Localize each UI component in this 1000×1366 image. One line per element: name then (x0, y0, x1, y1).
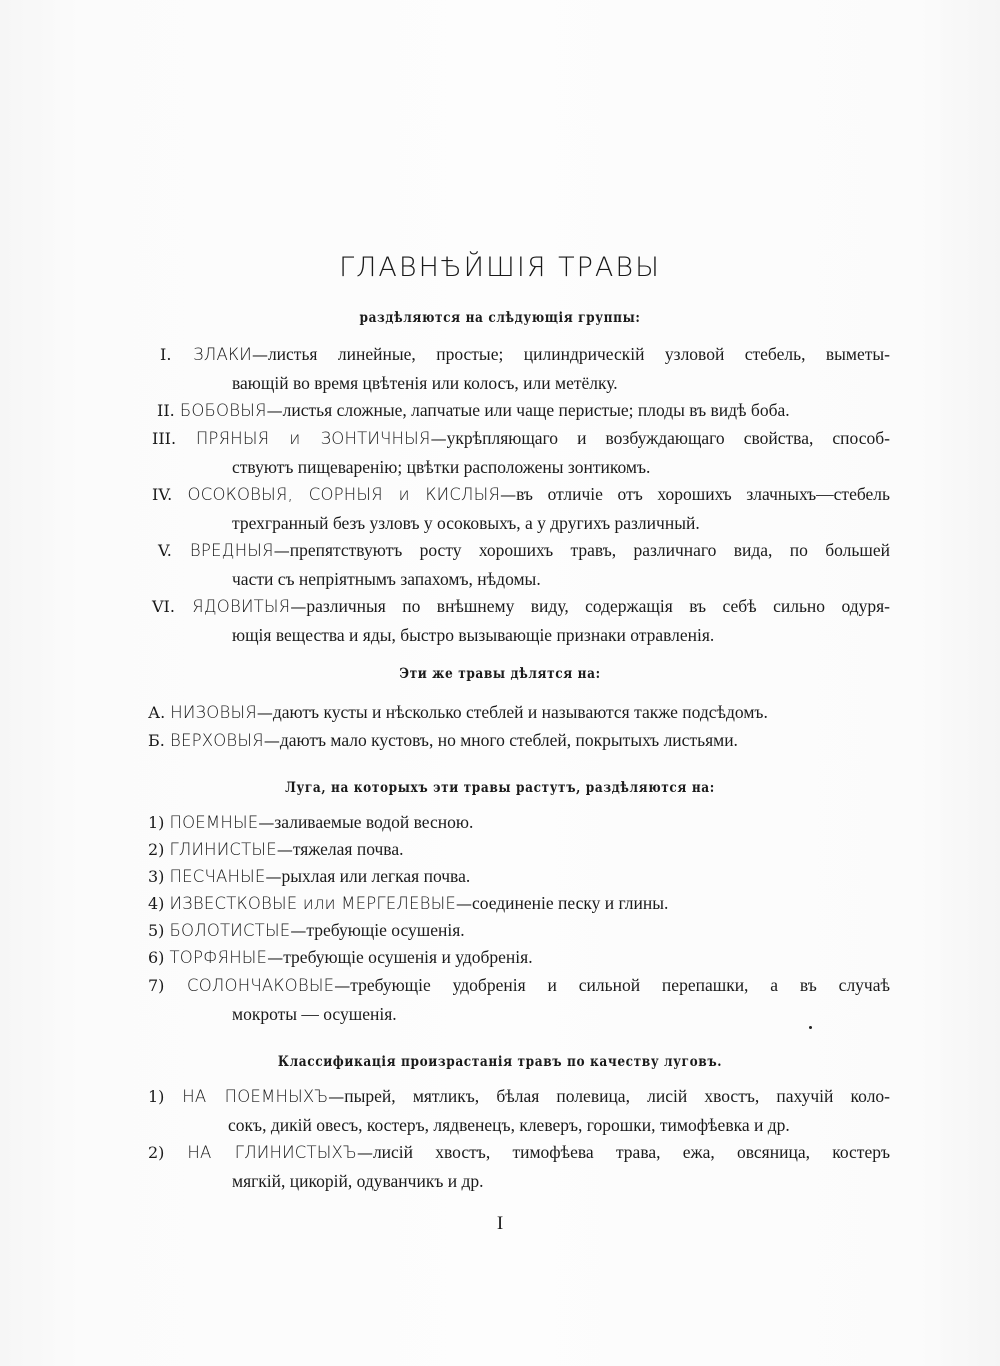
meadow-number: 7) (148, 976, 165, 995)
classification-description: лисій хвостъ, тимофѣева трава, ежа, овсяница, костеръ (372, 1142, 891, 1162)
group-term: БОБОВЫЯ (179, 401, 267, 420)
group-term: ОСОКОВЫЯ, СОРНЫЯ и КИСЛЫЯ (187, 485, 501, 504)
meadow-description-cont: мокроты — осушенія. (232, 1004, 397, 1024)
meadow-number: 4) (148, 894, 165, 913)
division-item: А. НИЗОВЫЯ—даютъ кусты и нѣсколько стеблей и называются также подсѣдомъ. (148, 698, 890, 727)
classification-number: 1) (148, 1087, 165, 1106)
group-number: III. (152, 429, 177, 448)
group-description: листья сложные, лапчатые или чаще перистые; плоды въ видѣ боба. (282, 400, 790, 420)
meadow-number: 6) (148, 948, 165, 967)
group-item: I. ЗЛАКИ—листья линейные, простые; цилиндрическій узловой стебель, выметы- вающій во время цвѣтенія или колосъ, или метёлку. (148, 340, 890, 397)
meadow-description: заливаемые водой весною. (274, 812, 474, 832)
classification-description-cont: мягкій, цикорій, одуванчикъ и др. (232, 1171, 484, 1191)
division-letter: Б. (148, 731, 165, 750)
group-item: II. БОБОВЫЯ—листья сложные, лапчатые или чаще перистые; плоды въ видѣ боба. (148, 396, 890, 425)
group-number: V. (158, 541, 172, 560)
meadow-term: ПЕСЧАНЫЕ (169, 867, 266, 886)
group-item: IV. ОСОКОВЫЯ, СОРНЫЯ и КИСЛЫЯ—въ отличіе отъ хорошихъ злачныхъ—стебель трехгранный безъ узловъ у осоковыхъ, а у другихъ различный. (148, 480, 890, 537)
meadow-item: 3) ПЕСЧАНЫЕ—рыхлая или легкая почва. (148, 862, 890, 891)
group-item: V. ВРЕДНЫЯ—препятствуютъ росту хорошихъ травъ, различнаго вида, по большей части съ непріятнымъ запахомъ, нѣдомы. (148, 536, 890, 593)
group-description-cont: ющія вещества и яды, быстро вызывающіе признаки отравленія. (232, 625, 715, 645)
meadow-item: 7) СОЛОНЧАКОВЫЕ—требующіе удобренія и сильной перепашки, а въ случаѣ мокроты — осушенія. (148, 971, 890, 1028)
meadow-term: ГЛИНИСТЫЕ (169, 840, 277, 859)
classification-description-cont: сокъ, дикій овесъ, костеръ, лядвенецъ, клеверъ, горошки, тимофѣевка и др. (228, 1115, 790, 1135)
meadow-number: 5) (148, 921, 165, 940)
group-item: VI. ЯДОВИТЫЯ—различныя по внѣшнему виду, содержащія въ себѣ сильно одуря- ющія вещества и яды, быстро вызывающіе признаки отравленія. (148, 592, 890, 649)
group-number: IV. (152, 485, 173, 504)
classification-description: пырей, мятликъ, бѣлая полевица, лисій хвостъ, пахучій коло- (344, 1086, 891, 1106)
groups-heading: раздѣляются на слѣдующія группы: (359, 310, 641, 326)
group-item: III. ПРЯНЫЯ и ЗОНТИЧНЫЯ—укрѣпляющаго и возбуждающаго свойства, способ- ствуютъ пищеваренію; цвѣтки расположены зонтикомъ. (148, 424, 890, 481)
group-term: ПРЯНЫЯ и ЗОНТИЧНЫЯ (195, 429, 431, 448)
group-number: II. (157, 401, 175, 420)
group-description: препятствуютъ росту хорошихъ травъ, различнаго вида, по большей (289, 540, 890, 560)
classification-item: 2) НА ГЛИНИСТЫХЪ—лисій хвостъ, тимофѣева трава, ежа, овсяница, костеръ мягкій, цикорій, одуванчикъ и др. (148, 1138, 890, 1195)
group-description: въ отличіе отъ хорошихъ злачныхъ—стебель (516, 484, 890, 504)
page-title: ГЛАВНѢЙШІЯ ТРАВЫ (339, 252, 661, 283)
meadow-term: БОЛОТИСТЫЕ (169, 921, 291, 940)
meadow-term: СОЛОНЧАКОВЫЕ (187, 976, 335, 995)
classification-term: НА ГЛИНИСТЫХЪ (187, 1143, 357, 1162)
meadow-description: требующіе удобренія и сильной перепашки, а въ случаѣ (350, 975, 891, 995)
division-description: даютъ мало кустовъ, но много стеблей, покрытыхъ листьями. (279, 730, 738, 750)
division-term: ВЕРХОВЫЯ (169, 731, 264, 750)
meadow-number: 1) (148, 813, 165, 832)
meadow-description: тяжелая почва. (292, 839, 404, 859)
meadow-term: ПОЕМНЫЕ (169, 813, 259, 832)
meadow-description: соединеніе песку и глины. (472, 893, 669, 913)
meadow-item: 4) ИЗВЕСТКОВЫЕ или МЕРГЕЛЕВЫЕ—соединеніе песку и глины. (148, 889, 890, 918)
meadow-term: ТОРФЯНЫЕ (169, 948, 268, 967)
group-description-cont: вающій во время цвѣтенія или колосъ, или метёлку. (232, 373, 618, 393)
classification-term: НА ПОЕМНЫХЪ (182, 1087, 329, 1106)
group-term: ЯДОВИТЫЯ (192, 597, 291, 616)
meadows-heading: Луга, на которыхъ эти травы растутъ, раздѣляются на: (285, 780, 715, 796)
division-description: даютъ кусты и нѣсколько стеблей и называются также подсѣдомъ. (272, 702, 768, 722)
group-number: I. (160, 345, 172, 364)
classification-item: 1) НА ПОЕМНЫХЪ—пырей, мятликъ, бѣлая полевица, лисій хвостъ, пахучій коло- сокъ, дикій овесъ, костеръ, лядвенецъ, клеверъ, горошки, тимофѣевка и др. (148, 1082, 890, 1139)
meadow-description: требующіе осушенія. (306, 920, 465, 940)
meadow-description: рыхлая или легкая почва. (281, 866, 471, 886)
group-description-cont: ствуютъ пищеваренію; цвѣтки расположены зонтикомъ. (232, 457, 651, 477)
division-term: НИЗОВЫЯ (170, 703, 257, 722)
meadow-number: 2) (148, 840, 165, 859)
group-description-cont: части съ непріятнымъ запахомъ, нѣдомы. (232, 569, 541, 589)
classification-number: 2) (148, 1143, 165, 1162)
group-number: VI. (152, 597, 175, 616)
division-heading: Эти же травы дѣлятся на: (399, 666, 601, 682)
meadow-term: ИЗВЕСТКОВЫЕ или МЕРГЕЛЕВЫЕ (169, 894, 457, 913)
print-speck (809, 1026, 812, 1029)
group-description: укрѣпляющаго и возбуждающаго свойства, способ- (446, 428, 890, 448)
group-description: различныя по внѣшнему виду, содержащія въ себѣ сильно одуря- (306, 596, 890, 616)
meadow-item: 1) ПОЕМНЫЕ—заливаемые водой весною. (148, 808, 890, 837)
meadow-item: 5) БОЛОТИСТЫЕ—требующіе осушенія. (148, 916, 890, 945)
division-letter: А. (148, 703, 166, 722)
meadow-description: требующіе осушенія и удобренія. (283, 947, 533, 967)
group-description-cont: трехгранный безъ узловъ у осоковыхъ, а у другихъ различный. (232, 513, 700, 533)
group-term: ЗЛАКИ (193, 345, 252, 364)
group-description: листья линейные, простые; цилиндрическій узловой стебель, выметы- (267, 344, 890, 364)
group-term: ВРЕДНЫЯ (189, 541, 274, 560)
page-number: I (496, 1213, 504, 1234)
meadow-item: 6) ТОРФЯНЫЕ—требующіе осушенія и удобренія. (148, 943, 890, 972)
classification-heading: Классификація произрастанія травъ по качеству луговъ. (277, 1054, 723, 1070)
meadow-number: 3) (148, 867, 165, 886)
division-item: Б. ВЕРХОВЫЯ—даютъ мало кустовъ, но много стеблей, покрытыхъ листьями. (148, 726, 890, 755)
meadow-item: 2) ГЛИНИСТЫЕ—тяжелая почва. (148, 835, 890, 864)
